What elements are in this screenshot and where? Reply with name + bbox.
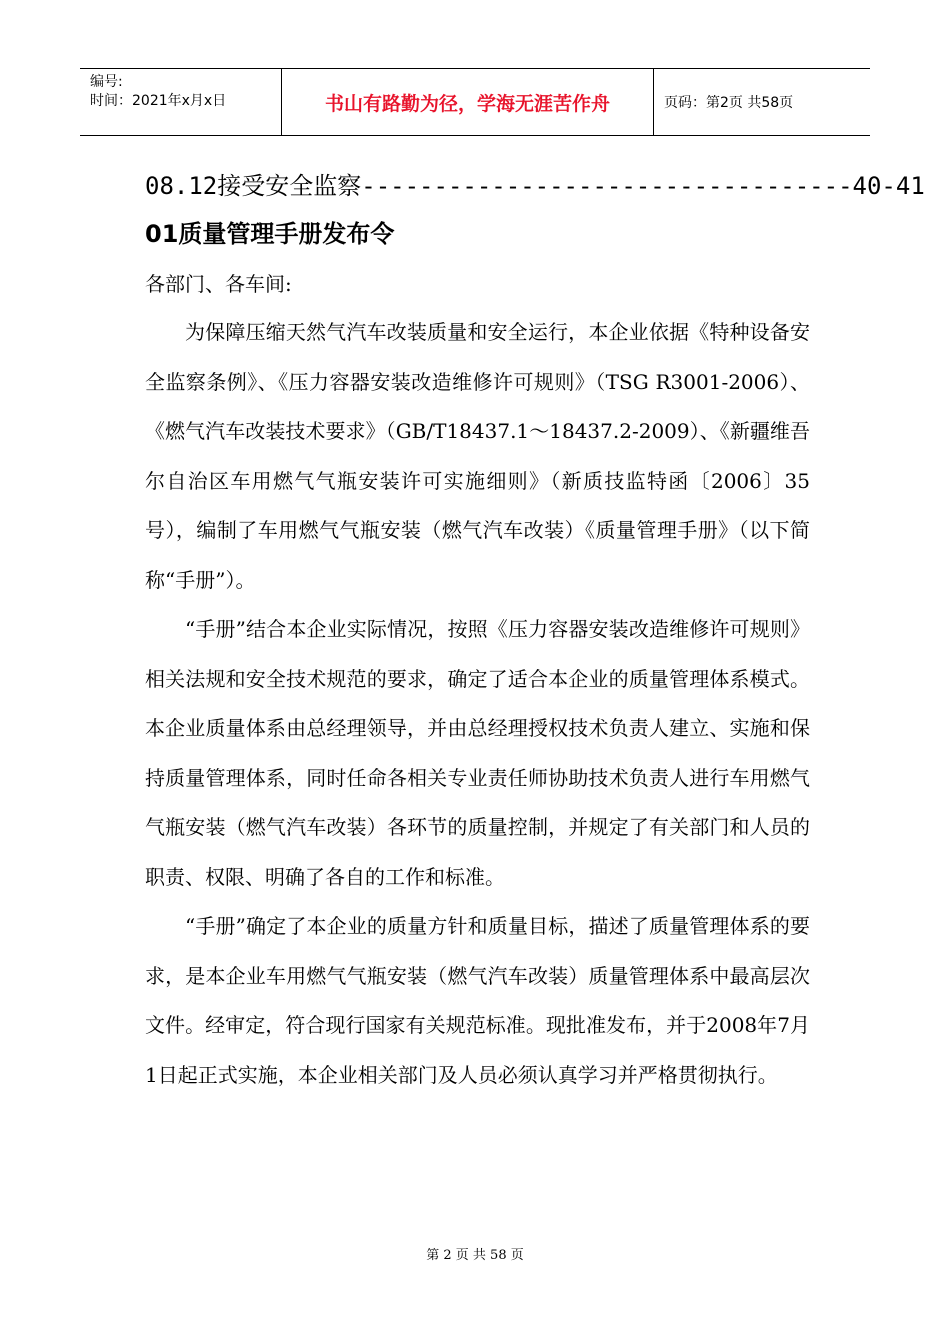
time-label: 时间：2021年x月x日 [90, 93, 227, 109]
header-meta [80, 69, 282, 135]
header-motto: 书山有路勤为径，学海无涯苦作舟 [282, 69, 654, 135]
toc-title: 接受安全监察 [217, 172, 362, 200]
toc-number: 08.12 [145, 172, 218, 200]
toc-leader: ---------------------------------- [361, 172, 853, 200]
page-footer: 第 2 页 共 58 页 [426, 1248, 524, 1263]
section-title: 01质量管理手册发布令 [145, 220, 395, 248]
paragraph-3: “手册”确定了本企业的质量方针和质量目标，描述了质量管理体系的要求，是本企业车用燃气气瓶安装（燃气汽车改装）质量管理体系中最高层次文件。经审定，符合现行国家有关规范标准。现批准发布，并于2008年7月1日起正式实施，本企业相关部门及人员必须认真学习并严格贯彻执行。 [145, 914, 810, 1087]
paragraph-2: “手册”结合本企业实际情况，按照《压力容器安装改造维修许可规则》相关法规和安全技术规范的要求，确定了适合本企业的质量管理体系模式。本企业质量体系由总经理领导，并由总经理授权技术负责人建立、实施和保持质量管理体系，同时任命各相关专业责任师协助技术负责人进行车用燃气气瓶安装（燃气汽车改装）各环节的质量控制，并规定了有关部门和人员的职责、权限、明确了各自的工作和标准。 [145, 617, 810, 889]
page-header [80, 68, 870, 136]
paragraph-1: 为保障压缩天然气汽车改装质量和安全运行，本企业依据《特种设备安全监察条例》、《压力容器安装改造维修许可规则》（TSG R3001-2006）、《燃气汽车改装技术要求》（GB/T18437.1～18437.2-2009）、《新疆维吾尔自治区车用燃气气瓶安装许可实施细则》（新质技监特函〔2006〕35号），编制了车用燃气气瓶安装（燃气汽车改装）《质量管理手册》（以下简称“手册”）。 [145, 320, 810, 592]
toc-entry [145, 160, 925, 212]
number-label: 编号: [90, 74, 123, 90]
document-body [145, 160, 925, 1100]
salutation: 各部门、各车间: [145, 272, 292, 296]
toc-pages: 40-41 [852, 172, 925, 200]
header-page-info: 页码：第2页 共58页 [664, 95, 794, 111]
